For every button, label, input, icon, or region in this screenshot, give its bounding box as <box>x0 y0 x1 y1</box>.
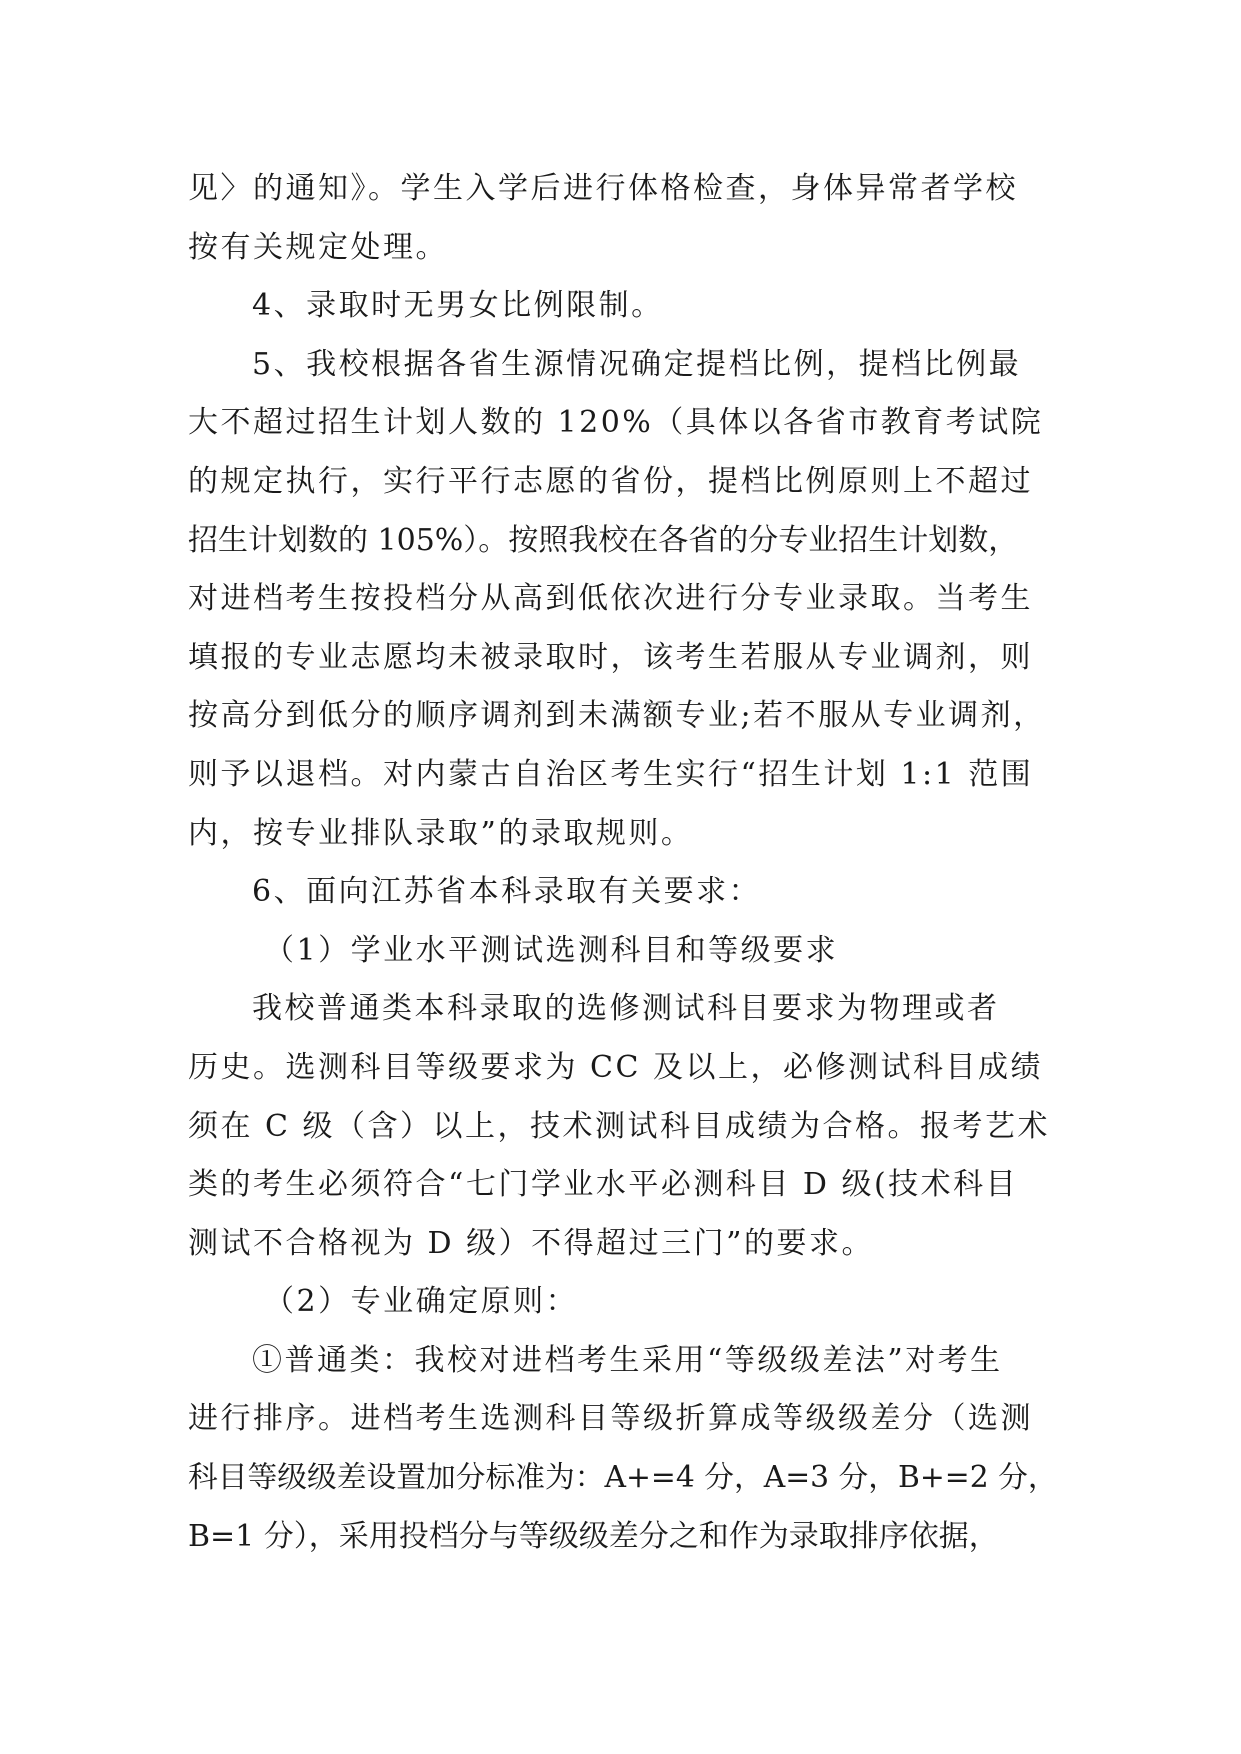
text-line: 招生计划数的 105%）。按照我校在各省的分专业招生计划数， <box>188 522 1019 558</box>
text-line: 6、面向江苏省本科录取有关要求： <box>252 874 762 910</box>
text-line: ①普通类：我校对进档考生采用“等级级差法”对考生 <box>252 1342 1003 1378</box>
text-line: （1）学业水平测试选测科目和等级要求 <box>264 932 839 968</box>
text-line: 测试不合格视为 D 级）不得超过三门”的要求。 <box>188 1225 874 1261</box>
text-line: 按高分到低分的顺序调剂到未满额专业;若不服从专业调剂， <box>188 698 1046 734</box>
text-line: 填报的专业志愿均未被录取时，该考生若服从专业调剂，则 <box>188 639 1033 675</box>
text-line: 5、我校根据各省生源情况确定提档比例，提档比例最 <box>252 346 1022 382</box>
text-line: 见〉的通知》。学生入学后进行体格检查，身体异常者学校 <box>188 171 1018 206</box>
text-line: B=1 分），采用投档分与等级级差分之和作为录取排序依据， <box>188 1518 999 1554</box>
text-line: （2）专业确定原则： <box>264 1284 579 1320</box>
document-body <box>188 160 1058 1566</box>
text-line: 大不超过招生计划人数的 120%（具体以各省市教育考试院 <box>188 405 1044 441</box>
text-line: 科目等级级差设置加分标准为：A+=4 分，A=3 分，B+=2 分， <box>188 1460 1058 1496</box>
text-line: 我校普通类本科录取的选修测试科目要求为物理或者 <box>252 991 1000 1027</box>
text-line: 4、录取时无男女比例限制。 <box>252 288 664 324</box>
text-line: 的规定执行，实行平行志愿的省份，提档比例原则上不超过 <box>188 463 1033 499</box>
text-line: 进行排序。进档考生选测科目等级折算成等级级差分（选测 <box>188 1401 1033 1437</box>
text-line: 历史。选测科目等级要求为 CC 及以上，必修测试科目成绩 <box>188 1049 1043 1085</box>
text-line: 按有关规定处理。 <box>188 229 448 265</box>
text-line: 对进档考生按投档分从高到低依次进行分专业录取。当考生 <box>188 581 1033 617</box>
text-line: 须在 C 级（含）以上，技术测试科目成绩为合格。报考艺术 <box>188 1108 1051 1144</box>
text-line: 内，按专业排队录取”的录取规则。 <box>188 815 694 851</box>
text-line: 类的考生必须符合“七门学业水平必测科目 D 级(技术科目 <box>188 1167 1019 1203</box>
text-line: 则予以退档。对内蒙古自治区考生实行“招生计划 1:1 范围 <box>188 756 1034 792</box>
